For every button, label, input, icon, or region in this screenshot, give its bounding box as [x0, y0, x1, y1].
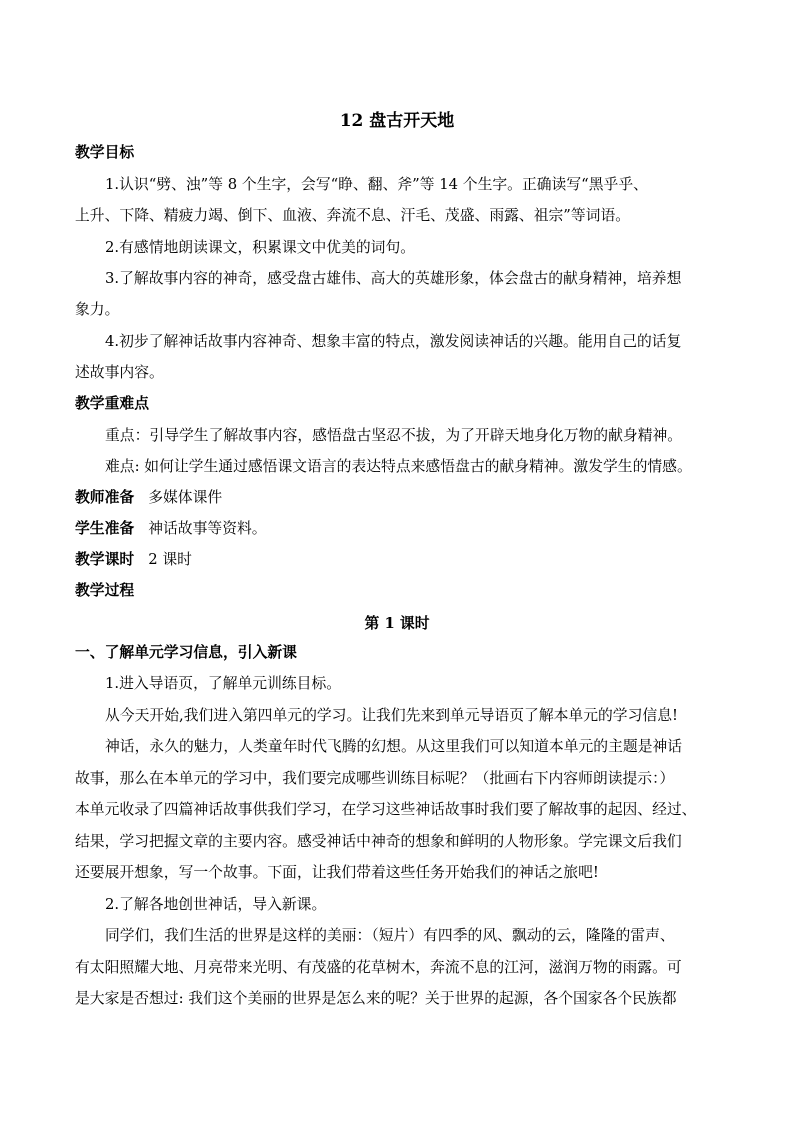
goal-line: 象力。 — [75, 301, 120, 318]
goal-line: 4.初步了解神话故事内容神奇、想象丰富的特点，激发阅读神话的兴趣。能用自己的话复 — [105, 333, 682, 350]
teacher-prep-row — [75, 489, 734, 507]
hours-value: 2 课时 — [148, 551, 192, 568]
lesson-heading: 第 1 课时 — [364, 615, 430, 632]
part1-line: 神话，永久的魅力，人类童年时代飞腾的幻想。从这里我们可以知道本单元的主题是神话 — [105, 738, 683, 755]
difficult-point: 难点: 如何让学生通过感悟课文语言的表达特点来感悟盘古的献身精神。激发学生的情感。 — [105, 458, 692, 475]
part1-line: 2.了解各地创世神话，导入新课。 — [105, 896, 327, 913]
goal-line: 述故事内容。 — [75, 364, 164, 381]
hours-label: 教学课时 — [75, 551, 135, 568]
part1-line: 同学们，我们生活的世界是这样的美丽：（短片）有四季的风、飘动的云，隆隆的雷声、 — [105, 927, 675, 944]
part1-heading: 一、了解单元学习信息，引入新课 — [75, 644, 297, 661]
part1-line: 本单元收录了四篇神话故事供我们学习，在学习这些神话故事时我们要了解故事的起因、经过、 — [75, 801, 697, 818]
teacher-prep-label: 教师准备 — [75, 489, 135, 506]
goal-line: 上升、下降、精疲力竭、倒下、血液、奔流不息、汗毛、茂盛、雨露、祖宗”等词语。 — [75, 207, 631, 224]
part1-line: 还要展开想象，写一个故事。下面，让我们带着这些任务开始我们的神话之旅吧! — [75, 864, 599, 881]
process-heading: 教学过程 — [75, 582, 135, 599]
student-prep-row — [75, 520, 734, 538]
part1-line: 1.进入导语页，了解单元训练目标。 — [105, 675, 342, 692]
part1-line: 从今天开始,我们进入第四单元的学习。让我们先来到单元导语页了解本单元的学习信息! — [105, 707, 678, 724]
goals-heading: 教学目标 — [75, 144, 135, 161]
teacher-prep-value: 多媒体课件 — [148, 489, 223, 506]
student-prep-value: 神话故事等资料。 — [148, 520, 267, 537]
part1-line: 结果，学习把握文章的主要内容。感受神话中神奇的想象和鲜明的人物形象。学完课文后我们 — [75, 833, 682, 850]
goal-line: 3.了解故事内容的神奇，感受盘古雄伟、高大的英雄形象，体会盘古的献身精神，培养想 — [105, 270, 682, 287]
goal-line: 2.有感情地朗读课文，积累课文中优美的词句。 — [105, 239, 416, 256]
page-title: 12 盘古开天地 — [339, 111, 455, 131]
hours-row — [75, 551, 734, 569]
key-points-heading: 教学重难点 — [75, 395, 149, 412]
goal-line: 1.认识“劈、浊”等 8 个生字，会写“睁、翻、斧”等 14 个生字。正确读写“黑乎乎、 — [105, 176, 648, 193]
key-point: 重点：引导学生了解故事内容，感悟盘古坚忍不拔，为了开辟天地身化万物的献身精神。 — [105, 427, 683, 444]
part1-line: 故事，那么在本单元的学习中，我们要完成哪些训练目标呢？（批画右下内容师朗读提示：） — [75, 770, 675, 787]
student-prep-label: 学生准备 — [75, 520, 135, 537]
part1-line: 是大家是否想过: 我们这个美丽的世界是怎么来的呢？关于世界的起源，各个国家各个民族都 — [75, 990, 677, 1007]
part1-line: 有太阳照耀大地、月亮带来光明、有茂盛的花草树木，奔流不息的江河，滋润万物的雨露。可 — [75, 959, 682, 976]
